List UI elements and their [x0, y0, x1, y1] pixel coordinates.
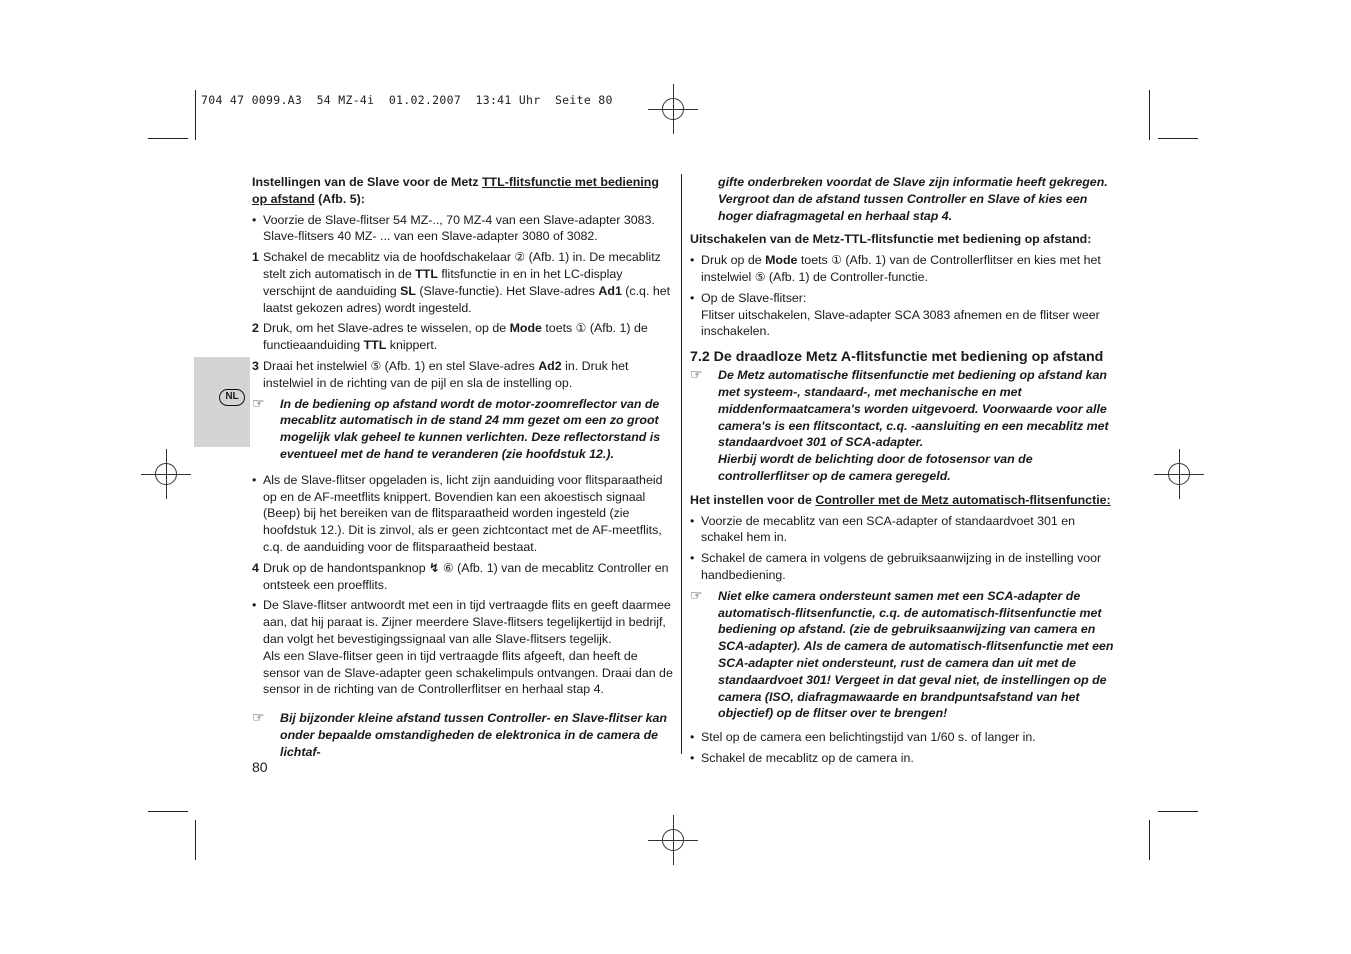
list-item: • Druk op de Mode toets ① (Afb. 1) van de Controllerflitser en kies met het instelwiel ⑤ (Afb. 1) de Controller-functie. [690, 253, 1101, 284]
crop-mark [195, 90, 196, 140]
pointing-hand-icon: ☞ [252, 709, 265, 726]
registration-mark-right [1164, 459, 1194, 489]
switch-off-heading: Uitschakelen van de Metz-TTL-flitsfunctie met bediening op afstand: [690, 232, 1092, 247]
note-continuation: gifte onderbreken voordat de Slave zijn informatie heeft gekregen. Vergroot dan de afstand tussen Controller en Slave of kies een hoger diafragmagetal en herhaal stap 4. [718, 175, 1108, 223]
left-column [252, 174, 674, 761]
crop-mark [1149, 90, 1150, 140]
registration-mark-top [658, 94, 688, 124]
list-item: • De Slave-flitser antwoordt met een in tijd vertraagde flits en geeft daarmee aan, dat hij paraat is. Zijner meerdere Slave-flitsers tegelijkertijd in bedrijf, dan volgt het bevestigingssignaal van alle Slave-flitsers tegelijk. Als een Slave-flitser geen in tijd vertraagde flits afgeeft, dan heeft de sensor van de Slave-adapter geen schakelimpuls ontvangen. Draai dan de sensor in de richting van de Controllerflitser en herhaal stap 4. [252, 598, 673, 697]
step-1: 1 Schakel de mecablitz via de hoofdschakelaar ② (Afb. 1) in. De mecablitz stelt zich automatisch in de TTL flitsfunctie in en in het LC-display verschijnt de aanduiding SL (Slave-functie). Het Slave-adres Ad1 (c.q. het laatst gekozen adres) wordt ingesteld. [252, 250, 671, 315]
column-divider [681, 174, 682, 754]
pointing-hand-icon: ☞ [252, 394, 265, 411]
list-item: • Voorzie de Slave-flitser 54 MZ-.., 70 MZ-4 van een Slave-adapter 3083. Slave-flitsers 40 MZ- ... van een Slave-adapter 3080 of 3082. [252, 212, 655, 244]
flash-symbol-icon: ↯ [429, 560, 440, 575]
list-item: • Als de Slave-flitser opgeladen is, licht zijn aanduiding voor flitsparaatheid op en de AF-meetflits knippert. Bovendien kan een akoestisch signaal (Beep) bij het bereiken van de flitsparaatheid worden ingesteld (zie hoofdstuk 12.). Dit is zinvol, als er geen zichtcontact met de AF-meetflits, c.q. de aanduiding voor de flitsparaatheid bestaat. [252, 472, 663, 554]
pointing-hand-icon: ☞ [690, 366, 703, 383]
list-item: • Schakel de mecablitz op de camera in. [690, 750, 914, 765]
step-4: 4 Druk op de handontspanknop ↯ ⑥ (Afb. 1) van de mecablitz Controller en ontsteek een proefflits. [252, 560, 669, 592]
note-sca-adapter: ☞ Niet elke camera ondersteunt samen met een SCA-adapter de automatisch-flitsenfunctie, c.q. de automatisch-flitsenfunctie met bediening op afstand. (zie de gebruiksaanwijzing van camera en SCA-adapter). Als de camera de automatisch-flitsenfunctie met een SCA-adapter niet ondersteunt, rust de camera dan uit met de standaardvoet 301! Vergeet in dat geval niet, de instellingen op de camera (ISO, diafragmawaarde en brandpuntsafstand van het objectief) op de flitser over te brengen! [690, 586, 1114, 721]
section-title: 7.2 De draadloze Metz A-flitsfunctie met bediening op afstand [690, 349, 1104, 366]
note-small-distance: ☞ Bij bijzonder kleine afstand tussen Controller- en Slave-flitser kan onder bepaalde omstandigheden de elektronica in de camera de lichtaf- [252, 709, 667, 759]
registration-mark-bottom [658, 825, 688, 855]
right-column [690, 174, 1114, 767]
language-badge: NL [219, 389, 245, 406]
crop-mark [195, 820, 196, 860]
print-slug: 704 47 0099.A3 54 MZ-4i 01.02.2007 13:41 Uhr Seite 80 [201, 93, 613, 107]
crop-mark [1149, 820, 1150, 860]
crop-mark [1158, 138, 1198, 139]
step-2: 2 Druk, om het Slave-adres te wisselen, op de Mode toets ① (Afb. 1) de functieaanduiding TTL knippert. [252, 321, 648, 353]
registration-mark-left [151, 459, 181, 489]
crop-mark [148, 811, 188, 812]
page-number: 80 [252, 759, 268, 775]
step-3: 3 Draai het instelwiel ⑤ (Afb. 1) en stel Slave-adres Ad2 in. Druk het instelwiel in de richting van de pijl en sla de instelling op. [252, 358, 629, 390]
list-item: • Op de Slave-flitser: Flitser uitschakelen, Slave-adapter SCA 3083 afnemen en de flitser weer inschakelen. [690, 290, 1100, 339]
list-item: • Schakel de camera in volgens de gebruiksaanwijzing in de instelling voor handbediening. [690, 551, 1102, 582]
note-zoomreflector: ☞ In de bediening op afstand wordt de motor-zoomreflector van de mecablitz automatisch in de stand 24 mm gezet om een zo groot mogelijk vlak geheel te kunnen verlichten. Deze reflectorstand is eventueel met de hand te veranderen (zie hoofdstuk 12.). [252, 394, 661, 461]
list-item: • Stel op de camera een belichtingstijd van 1/60 s. of langer in. [690, 730, 1036, 745]
list-item: • Voorzie de mecablitz van een SCA-adapter of standaardvoet 301 en schakel hem in. [690, 513, 1076, 545]
note-auto-flash: ☞ De Metz automatische flitsenfunctie met bediening op afstand kan met systeem-, standaard-, met mechanische en met middenformaatcamera's worden uitgevoerd. Voorwaarde voor alle camera's is een flitscontact, c.q. -aansluiting en een mecablitz met standaardvoet 301 of SCA-adapter. Hierbij wordt de belichting door de fotosensor van de controllerflitser op de camera geregeld. [690, 366, 1109, 483]
crop-mark [1158, 811, 1198, 812]
crop-mark [148, 138, 188, 139]
slave-settings-heading: Instellingen van de Slave voor de Metz TTL-flitsfunctie met bediening op afstand (Afb. 5): [252, 175, 659, 206]
pointing-hand-icon: ☞ [690, 586, 703, 603]
controller-settings-heading: Het instellen voor de Controller met de Metz automatisch-flitsenfunctie: [690, 492, 1111, 507]
